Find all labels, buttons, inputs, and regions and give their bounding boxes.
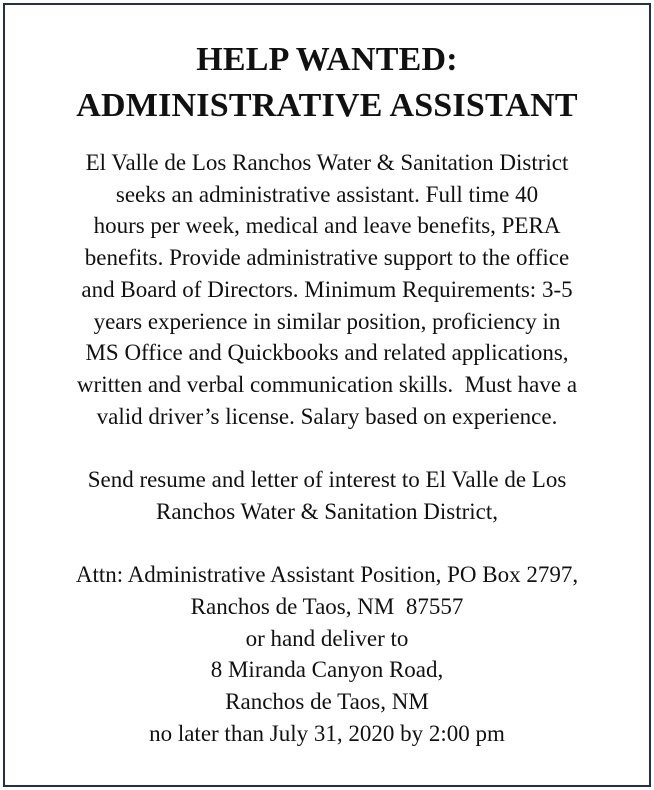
description-line: valid driver’s license. Salary based on experience. [96, 403, 558, 429]
description-line: and Board of Directors. Minimum Requirements: 3-5 [81, 276, 573, 302]
contact-line: Attn: Administrative Assistant Position, PO Box 2797, [75, 562, 579, 588]
send-instruction-line: Send resume and letter of interest to El Valle de Los [87, 467, 567, 493]
contact-line: 8 Miranda Canyon Road, [210, 657, 444, 683]
send-instruction-line: Ranchos Water & Sanitation District, [155, 498, 499, 524]
paragraph-spacer [23, 527, 631, 559]
description-line: seeks an administrative assistant. Full time 40 [115, 181, 539, 207]
contact-line: Ranchos de Taos, NM 87557 [190, 593, 464, 619]
description-line: years experience in similar position, proficiency in [93, 308, 561, 334]
contact-line: or hand deliver to [245, 625, 409, 651]
job-ad-frame [3, 3, 651, 787]
ad-body [23, 147, 631, 749]
job-ad-content [23, 37, 631, 749]
contact-line: Ranchos de Taos, NM [225, 688, 429, 714]
deadline-line: no later than July 31, 2020 by 2:00 pm [149, 720, 505, 746]
contact-address-block [23, 559, 631, 749]
job-description [23, 147, 631, 432]
description-line: MS Office and Quickbooks and related applications, [85, 340, 569, 366]
description-line: hours per week, medical and leave benefits, PERA [93, 213, 561, 239]
ad-headline [23, 37, 631, 129]
send-resume-instructions [23, 464, 631, 527]
headline-line-2: ADMINISTRATIVE ASSISTANT [76, 87, 578, 124]
description-line: El Valle de Los Ranchos Water & Sanitation District [85, 150, 569, 175]
description-line: written and verbal communication skills. Must have a [76, 371, 578, 397]
description-line: benefits. Provide administrative support to the office [84, 245, 570, 271]
headline-line-1: HELP WANTED: [196, 41, 458, 78]
paragraph-spacer [23, 432, 631, 464]
